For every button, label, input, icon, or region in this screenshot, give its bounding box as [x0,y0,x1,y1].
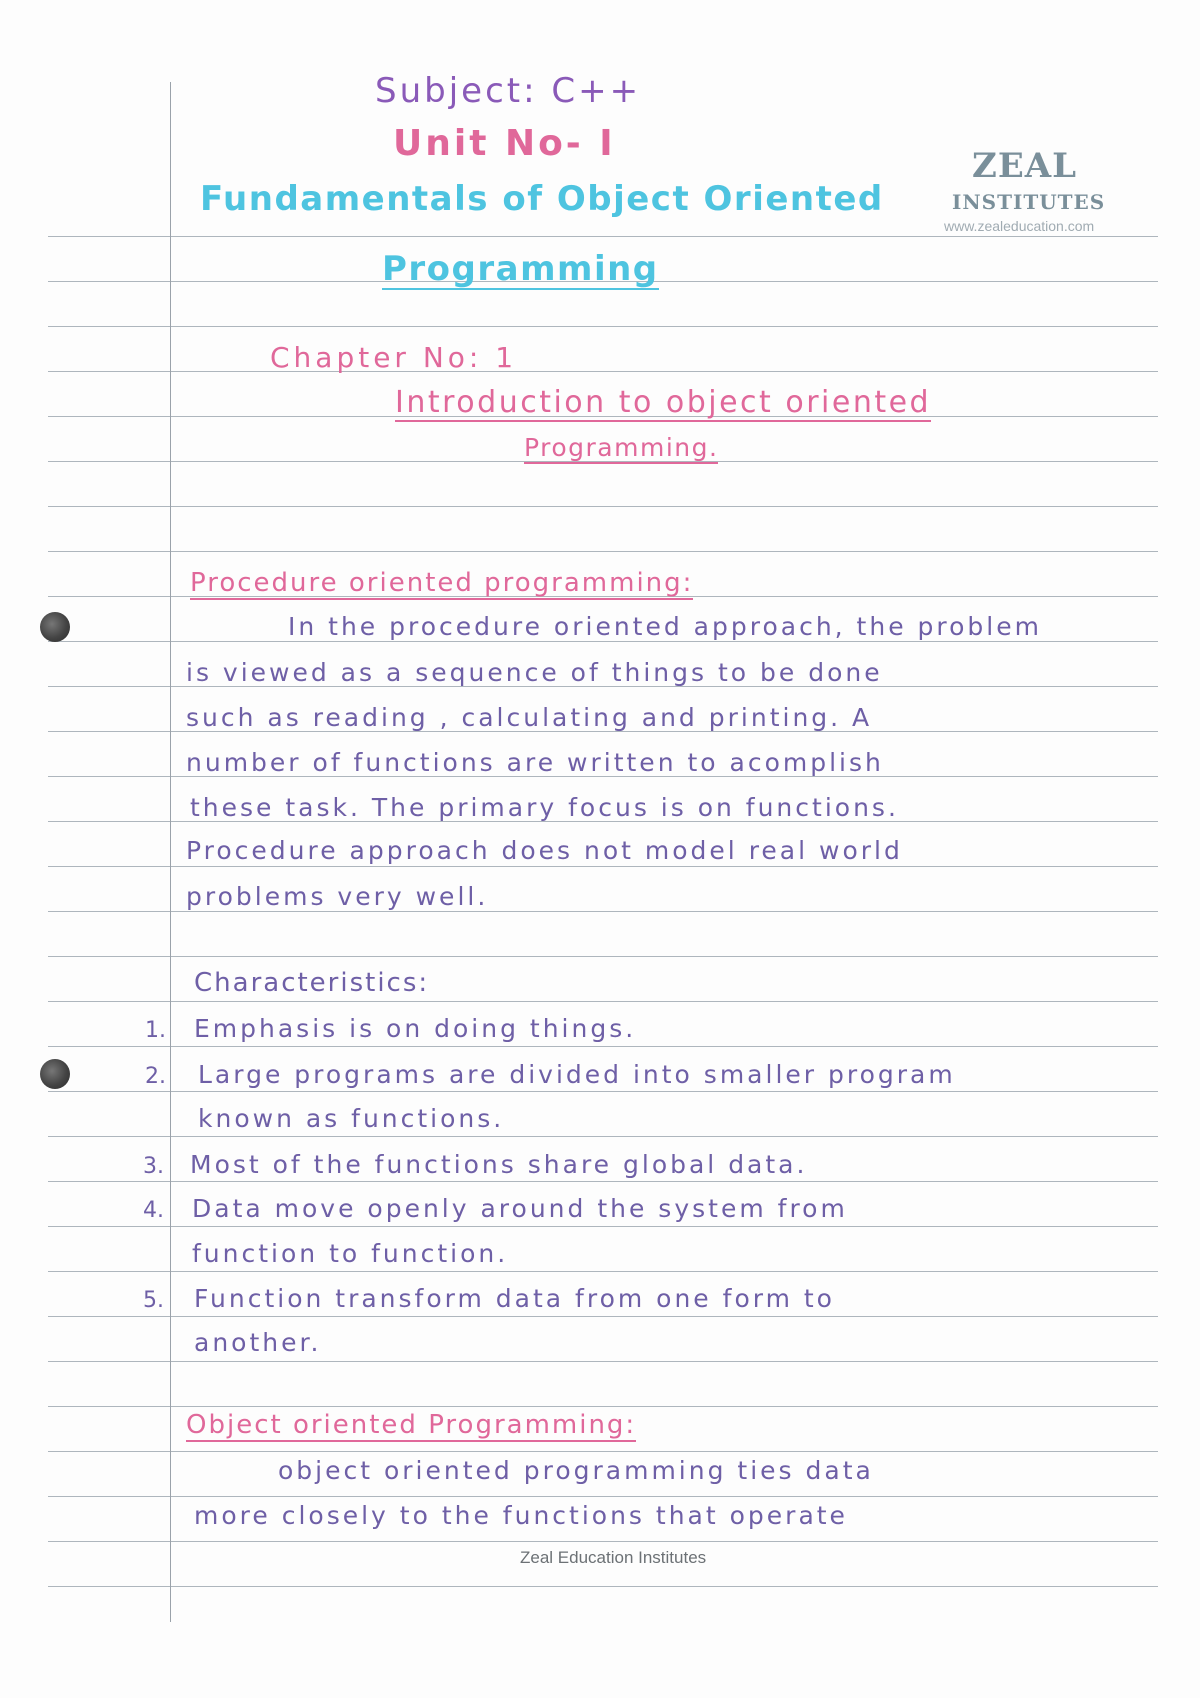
ruled-line [48,866,1158,867]
ruled-line [48,956,1158,957]
procedure-line: these task. The primary focus is on functions. [190,793,899,822]
ruled-line [48,236,1158,237]
oop-heading: Object oriented Programming: [186,1410,637,1440]
ruled-line [48,1406,1158,1407]
punch-hole-top [40,612,70,642]
characteristic-line: Function transform data from one form to [194,1284,835,1313]
characteristic-line: Data move openly around the system from [192,1194,848,1223]
item-number: 4. [143,1198,164,1223]
procedure-line: In the procedure oriented approach, the problem [288,612,1042,641]
item-number: 1. [145,1018,166,1043]
ruled-line [48,1046,1158,1047]
unit-topic-line1: Fundamentals of Object Oriented [200,179,884,219]
ruled-line [48,326,1158,327]
logo-url: www.zealeducation.com [944,218,1095,234]
oop-line: more closely to the functions that operate [194,1501,848,1530]
logo-subtitle: INSTITUTES [952,190,1106,214]
characteristic-line: Most of the functions share global data. [190,1150,808,1179]
characteristic-line: Large programs are divided into smaller program [198,1060,956,1089]
procedure-line: number of functions are written to acomplish [186,748,884,777]
punch-hole-bottom [40,1059,70,1089]
item-number: 5. [143,1288,164,1313]
ruled-line [48,1316,1158,1317]
ruled-line [48,506,1158,507]
procedure-heading: Procedure oriented programming: [190,568,694,598]
characteristic-line: known as functions. [198,1104,505,1133]
characteristic-line: another. [194,1328,322,1357]
footer-text: Zeal Education Institutes [520,1548,707,1567]
procedure-line: such as reading , calculating and printing. A [186,703,873,732]
ruled-line [48,371,1158,372]
ruled-line [48,1091,1158,1092]
margin-line [170,82,171,1622]
ruled-line [48,1001,1158,1002]
chapter-title-line2: Programming. [524,433,719,462]
oop-line: object oriented programming ties data [278,1456,874,1485]
ruled-line [48,1181,1158,1182]
ruled-line [48,641,1158,642]
ruled-line [48,1586,1158,1587]
procedure-line: problems very well. [186,882,489,911]
characteristic-line: function to function. [192,1239,509,1268]
unit-title: Unit No- I [393,123,616,164]
ruled-line [48,911,1158,912]
characteristic-line: Emphasis is on doing things. [194,1014,637,1043]
item-number: 2. [145,1064,166,1089]
characteristics-heading: Characteristics: [194,968,430,998]
ruled-line [48,1451,1158,1452]
ruled-line [48,1496,1158,1497]
subject-title: Subject: C++ [375,71,642,111]
chapter-number: Chapter No: 1 [270,341,518,374]
ruled-line [48,1541,1158,1542]
ruled-line [48,1136,1158,1137]
item-number: 3. [143,1154,164,1179]
chapter-title-line1: Introduction to object oriented [395,385,932,420]
ruled-line [48,1226,1158,1227]
procedure-line: Procedure approach does not model real world [186,836,903,865]
ruled-line [48,551,1158,552]
logo-name: ZEAL [972,146,1078,186]
ruled-line [48,1271,1158,1272]
ruled-line [48,1361,1158,1362]
procedure-line: is viewed as a sequence of things to be done [186,658,883,687]
unit-topic-line2: Programming [382,249,659,289]
